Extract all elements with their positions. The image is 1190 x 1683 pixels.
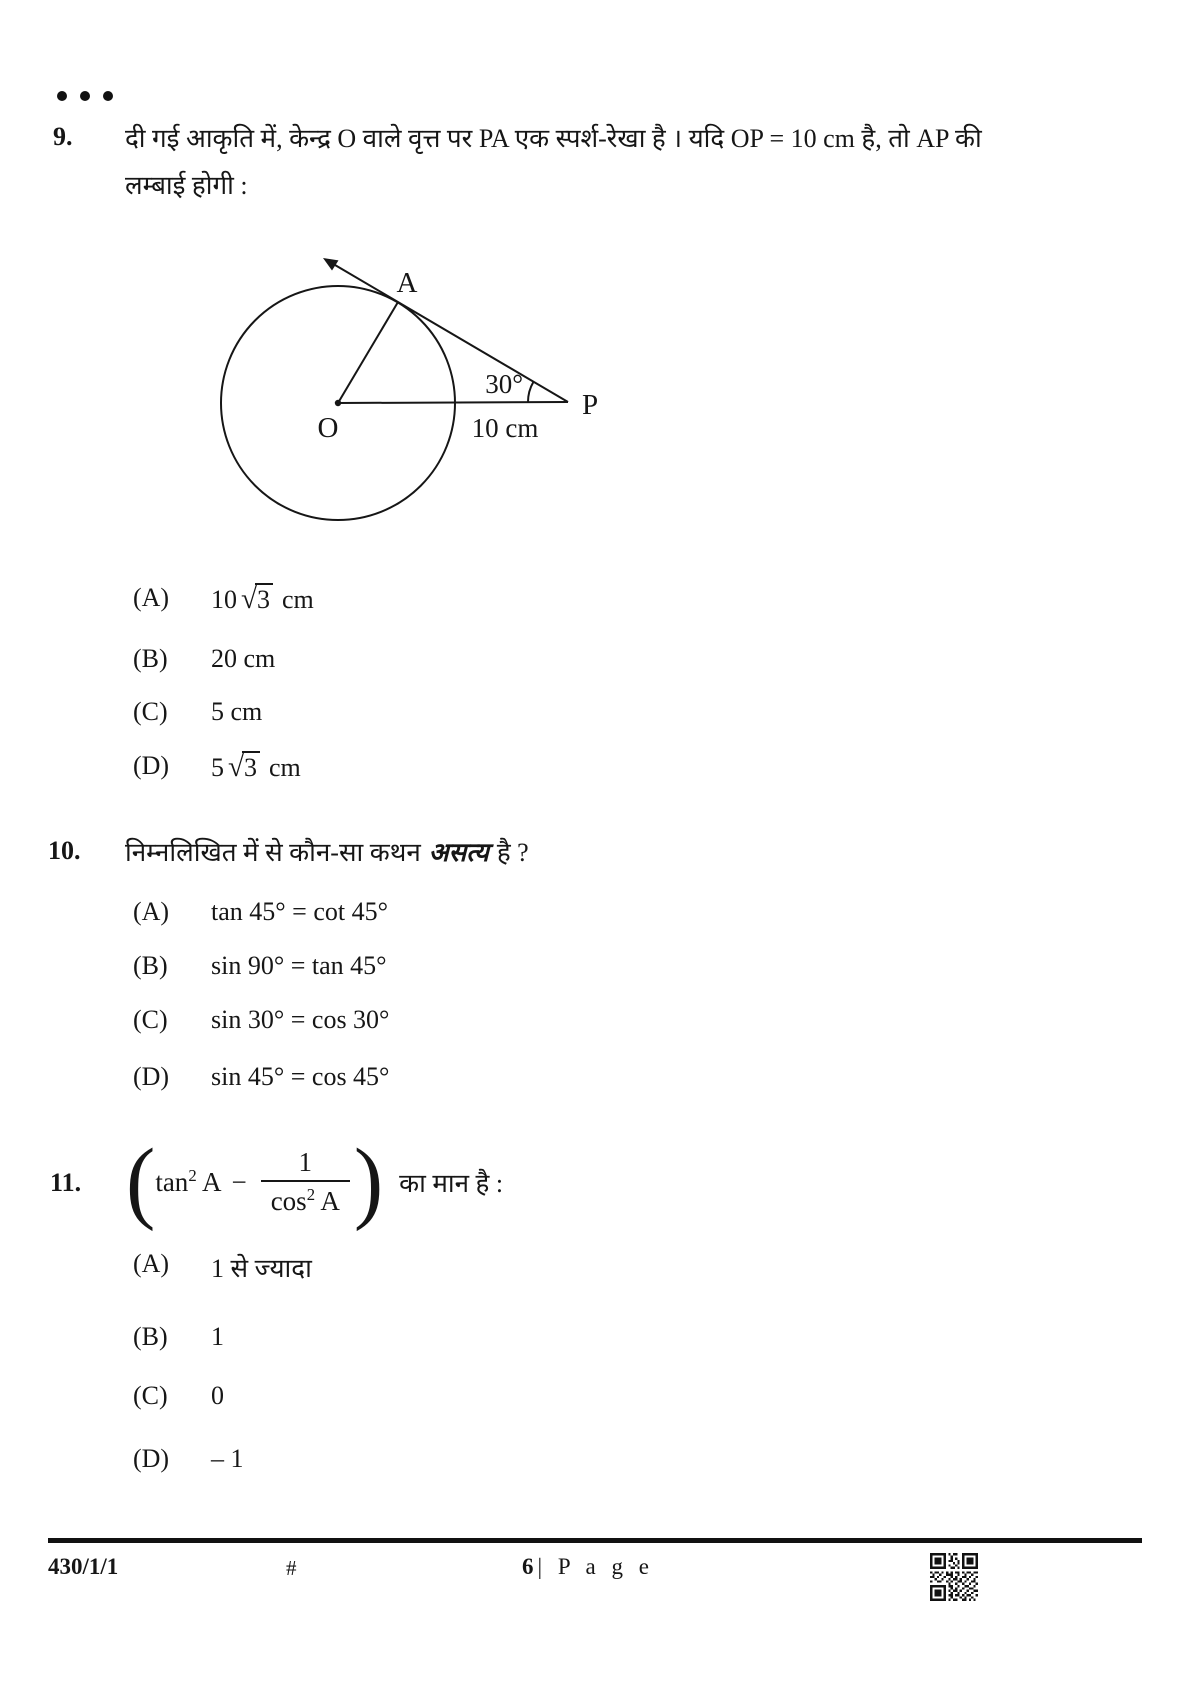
option-value: sin 45° = cos 45°: [211, 1062, 390, 1091]
figure-label-a: A: [396, 267, 418, 299]
fn-cos: cos: [270, 1186, 307, 1216]
sqrt-symbol: √: [228, 751, 244, 783]
figure-label-p: P: [582, 389, 599, 421]
option-label: (C): [133, 1005, 168, 1034]
q10-option-d: [133, 1062, 389, 1092]
q11-number: 11.: [50, 1168, 82, 1197]
arg-a: A: [201, 1167, 222, 1197]
option-value: 1 से ज्यादा: [211, 1254, 312, 1283]
q11-option-d: [133, 1444, 244, 1474]
q9-option-a: [133, 583, 314, 616]
option-value: tan 45° = cot 45°: [211, 897, 388, 926]
angle-arc: [528, 382, 534, 402]
figure-length-label: 10 cm: [471, 413, 539, 443]
close-paren: ): [353, 1130, 384, 1233]
q10-text-after: है ?: [496, 838, 529, 867]
unit: cm: [268, 753, 301, 782]
figure-angle-label: 30°: [485, 369, 523, 399]
footer-paper-code: 430/1/1: [48, 1554, 119, 1579]
footer-divider: [48, 1538, 1142, 1543]
option-value: – 1: [211, 1444, 244, 1473]
line-op: [338, 402, 568, 403]
page-number: 6: [522, 1554, 534, 1579]
option-label: (A): [133, 1249, 170, 1278]
q9-figure-circle-tangent: [200, 230, 612, 532]
denominator: [261, 1180, 350, 1217]
dot-icon: [103, 91, 113, 101]
option-label: (A): [133, 897, 170, 926]
q10-text: [125, 830, 1085, 876]
q9-option-b: [133, 644, 275, 674]
option-value: 5 cm: [211, 697, 263, 726]
fn-tan: tan: [155, 1167, 189, 1197]
option-label: (D): [133, 751, 170, 780]
coefficient: 5: [211, 753, 224, 782]
coefficient: 10: [211, 585, 237, 614]
option-value: [211, 583, 314, 616]
option-label: (D): [133, 1062, 170, 1091]
footer-hash-mark: #: [286, 1556, 297, 1580]
page-word: | P a g e: [537, 1554, 654, 1579]
q11-suffix-text: का मान है :: [399, 1169, 504, 1198]
option-value: 20 cm: [211, 644, 276, 673]
radicand: 3: [255, 583, 273, 614]
term-tan: [155, 1166, 221, 1198]
unit: cm: [281, 585, 314, 614]
option-label: (B): [133, 951, 168, 980]
q9-text-line1: दी गई आकृति में, केन्द्र O वाले वृत्त पर PA एक स्पर्श-रेखा है । यदि OP = 10 cm है, तो AP की: [125, 124, 982, 153]
option-value: 1: [211, 1322, 224, 1351]
option-value: 0: [211, 1381, 224, 1410]
page-corner-dots-icon: [57, 91, 113, 101]
q9-number: 9.: [53, 122, 73, 151]
option-label: (A): [133, 583, 170, 612]
option-value: sin 90° = tan 45°: [211, 951, 387, 980]
figure-label-o: O: [317, 412, 339, 444]
sqrt-symbol: √: [241, 583, 257, 615]
option-label: (B): [133, 1322, 168, 1351]
option-value: sin 30° = cos 30°: [211, 1005, 390, 1034]
q9-text-line2: लम्बाई होगी :: [125, 171, 248, 200]
q10-number: 10.: [48, 836, 81, 865]
fraction: [261, 1147, 350, 1217]
line-oa-radius: [338, 302, 398, 403]
option-label: (C): [133, 697, 168, 726]
exponent: 2: [306, 1185, 316, 1204]
q11-option-b: [133, 1322, 224, 1352]
qr-code-image: [930, 1553, 978, 1601]
q10-text-before: निम्नलिखित में से कौन-सा कथन: [125, 838, 421, 867]
footer-page-label: [522, 1554, 654, 1580]
option-label: (C): [133, 1381, 168, 1410]
q10-option-a: [133, 897, 388, 927]
numerator: 1: [298, 1147, 312, 1177]
q11-option-a: [133, 1249, 312, 1285]
option-label: (B): [133, 644, 168, 673]
radicand: 3: [242, 751, 260, 782]
dot-icon: [57, 91, 67, 101]
option-value: [211, 751, 301, 784]
q9-option-d: [133, 751, 301, 784]
arrowhead-icon: [323, 258, 339, 271]
q10-text-emphasis: असत्य: [428, 838, 489, 867]
exponent: 2: [188, 1166, 197, 1185]
q11-expression: [126, 1128, 503, 1236]
minus-sign: −: [231, 1166, 247, 1197]
arg-a: A: [320, 1186, 340, 1216]
dot-icon: [80, 91, 90, 101]
open-paren: (: [126, 1130, 156, 1233]
q9-option-c: [133, 697, 262, 727]
q10-option-b: [133, 951, 387, 981]
q11-option-c: [133, 1381, 224, 1411]
option-label: (D): [133, 1444, 170, 1473]
q10-option-c: [133, 1005, 389, 1035]
